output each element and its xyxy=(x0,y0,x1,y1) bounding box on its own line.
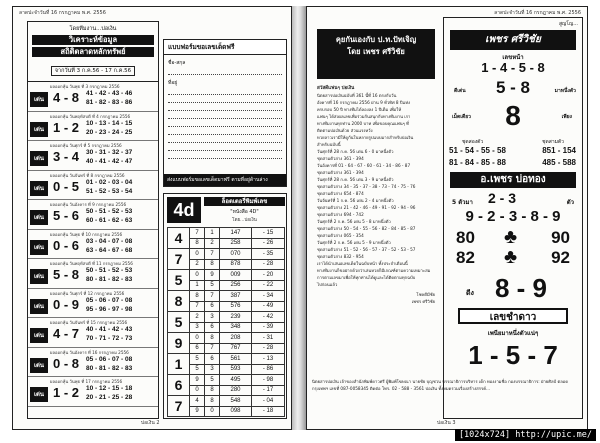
article-line: การตามเลขมาเพื่อให้ทุกท่านได้ดูและได้ติดตามทุกฉบับ xyxy=(317,275,416,280)
dee-note: มาหนึ่งตัว xyxy=(554,88,576,94)
two-line-b: 81 - 84 - 85 - 88 xyxy=(449,158,506,167)
article xyxy=(317,85,435,305)
club-icon: ♣ xyxy=(504,246,518,268)
fourd-key-digit: 5 xyxy=(168,312,190,333)
fourd-pair: - 39 xyxy=(252,322,285,333)
ten-note: ตัว xyxy=(566,199,574,206)
dee-line: 5 - 8 xyxy=(495,78,531,97)
right-running-head: ลาดปะจำวันที่ 16 กรกฎาคม พ.ศ. 2556 xyxy=(494,10,581,16)
coupon-name-label: ชื่อ-สกุล xyxy=(168,60,186,66)
draw-set-b: 60 - 61 - 62 - 63 xyxy=(86,217,133,224)
coupon-line xyxy=(168,118,282,119)
club-icon: ♣ xyxy=(504,226,518,248)
stats-subtitle: สถิติตลาดหลักทรัพย์ xyxy=(32,47,154,57)
draw-row xyxy=(28,289,158,319)
article-line: ชุดสามตัวล่าง 361 - 394 xyxy=(317,156,364,161)
coupon-title: แบบฟอร์มขอเลขเด็ดฟรี xyxy=(164,40,286,55)
draw-highlight: 5 - 8 xyxy=(52,267,79,282)
fourd-triple: 495 xyxy=(220,375,252,386)
fourd-triple: 098 xyxy=(220,406,252,417)
three-label: ชุดสามตัว xyxy=(542,139,564,145)
panel-small-brand: สูญโญ... xyxy=(558,21,578,27)
fourd-pair: - 49 xyxy=(252,301,285,312)
fourd-key-digit: 6 xyxy=(168,375,190,396)
fourd-key-digit: 9 xyxy=(168,333,190,354)
article-heading: สวัสดีแฟนๆ บ่อเงิน xyxy=(317,86,355,91)
draw-label: ผลออกหุ้น วันพุธ ที่ 3 กรกฎาคม 2556 xyxy=(50,84,120,89)
right-folio: บ่อเงิน 3 xyxy=(437,420,456,426)
draw-set-a: 03 - 04 - 07 - 08 xyxy=(86,237,133,245)
draw-label: ผลออกหุ้น วันพฤหัสบดี ที่ 4 กรกฎาคม 2556 xyxy=(50,113,131,119)
draw-set-b: 20 - 23 - 24 - 25 xyxy=(86,128,133,136)
fourd-digit: 2 xyxy=(190,312,205,323)
fourd-pair: - 17 xyxy=(252,385,285,396)
fourd-triple: 258 xyxy=(220,238,252,249)
fourd-pair: - 20 xyxy=(252,270,285,281)
draw-highlight: 1 - 2 xyxy=(52,385,79,400)
star-title: เลขชำดาว xyxy=(458,308,568,324)
article-line: ชุดสามตัวล่าง 361 - 394 xyxy=(317,170,364,175)
highlight-tag: เด่น xyxy=(30,358,48,373)
single-right-label: เพียง xyxy=(561,114,572,120)
fourd-triple: 878 xyxy=(220,259,252,270)
prediction-panel xyxy=(443,17,583,419)
fourd-key-digit: 8 xyxy=(168,291,190,312)
fourd-digit: 9 xyxy=(205,270,220,281)
fourd-digit: 7 xyxy=(205,343,220,354)
signature-line: โชคดีมีชัย xyxy=(416,292,435,297)
draw-row xyxy=(28,171,158,201)
draw-label: ผลออกหุ้น วันจันทร์ ที่ 8 กรกฎาคม 2556 xyxy=(50,172,125,178)
fourd-digit: 8 xyxy=(205,333,220,344)
article-line: ชุดสามตัวล่าง 694 - 742 xyxy=(317,212,364,217)
draw-set-a: 50 - 51 - 52 - 53 xyxy=(86,208,133,215)
highlight-tag: เด่น xyxy=(30,122,48,137)
fourd-triple: 387 xyxy=(220,291,252,302)
draw-set-a: 40 - 41 - 42 - 43 xyxy=(86,326,133,333)
left-running-head: ลาดปะจำวันที่ 16 กรกฎาคม พ.ศ. 2556 xyxy=(19,10,106,16)
fourd-pair: - 42 xyxy=(252,312,285,323)
fourd-digit: 8 xyxy=(205,385,220,396)
highlight-tag: เด่น xyxy=(30,151,48,166)
fourd-row xyxy=(168,249,285,260)
draw-row xyxy=(28,112,158,142)
article-line: ชุดสามตัวล่าง 50 - 54 - 55 - 56 - 82 - 84 - 85 - 87 xyxy=(317,226,416,231)
highlight-tag: เด่น xyxy=(30,328,48,343)
fourd-pair: - 86 xyxy=(252,364,285,375)
article-line: นิตยสารบ่อเงินฉบับที่ 361 นี้ที่ 16 ตรงกับวัน xyxy=(317,93,397,98)
article-line: ทางทีมงานก็ขอฝากด้วยว่าเล่นหวยก็มีเกณฑ์ตามความเหมาะสม xyxy=(317,268,431,273)
draw-set-a: 10 - 13 - 14 - 15 xyxy=(86,119,133,127)
fourd-pair: - 34 xyxy=(252,291,285,302)
upper-line: 1 - 4 - 5 - 8 xyxy=(481,60,545,75)
imprint-footer: นิตยสารบ่อเงิน เจ้าของสำนักพิมพ์ดาวศรี ผู้พิมพ์โฆษณา นายชัย บุญชวน บรรณาธิการบริหาร เด็ก ทองงามชื่อ กองบรรณาธิการ: ฝ่ายศิลป์ ตลอด กรุงเทพฯ เลขที่ 087-0058345 ติดต่อ โทร. 02 - 588 - 3561 บ่อเงิน ทั้งหมดรวมเรื่องสร้างสรรค์... xyxy=(312,379,569,391)
fourd-row xyxy=(168,333,285,344)
fourd-pair: - 26 xyxy=(252,238,285,249)
column-headline xyxy=(317,29,435,79)
draw-set-b: 51 - 52 - 53 - 54 xyxy=(86,187,133,195)
draw-label: ผลออกหุ้น วันพุธ ที่ 17 กรกฎาคม 2556 xyxy=(50,379,123,384)
fourd-digit: 8 xyxy=(190,291,205,302)
fourd-key-digit: 5 xyxy=(168,270,190,291)
article-line: วันศุกร์ที่ 2 ก.ค. 56 เด่น 5 - 9 มาหนึ่งตัว xyxy=(317,240,391,245)
coupon-line xyxy=(168,150,282,151)
fourd-digit: 3 xyxy=(205,312,220,323)
fourd-key-digit: 7 xyxy=(168,249,190,270)
article-line: แฟนๆ ได้ส่งผลเลขเพื่อร่วมกันสนุกกับทางทีมงาน เรา xyxy=(317,114,411,119)
headline-line: คุยกันเองกับ ป.ท.ปัทเจิญ xyxy=(335,35,417,44)
fourd-digit: 7 xyxy=(205,291,220,302)
draw-highlight: 5 - 6 xyxy=(52,208,79,223)
draw-row xyxy=(28,82,158,112)
draw-highlight: 3 - 4 xyxy=(52,149,79,164)
fourd-digit: 6 xyxy=(205,322,220,333)
draw-set-b: 80 - 81 - 82 - 83 xyxy=(86,276,133,283)
fourd-triple: 147 xyxy=(220,228,252,239)
left-page xyxy=(12,6,292,430)
draw-row xyxy=(28,230,158,260)
fourd-pair: - 13 xyxy=(252,354,285,365)
fourd-digit: 2 xyxy=(205,238,220,249)
article-line: ชุดสามตัวล่าง 832 - 954 xyxy=(317,254,364,259)
draw-set-b: 70 - 71 - 72 - 73 xyxy=(86,335,133,342)
article-line: ติดตามบ่อเงินด้วย ส่วนแรงหวัง xyxy=(317,128,373,133)
highlight-tag: เด่น xyxy=(30,240,48,255)
fourd-key-digit: 4 xyxy=(168,228,190,249)
fourd-triple: 348 xyxy=(220,322,252,333)
article-line: ชุดสามตัวล่าง 654 - 874 xyxy=(317,191,364,196)
fourd-digit: 6 xyxy=(190,343,205,354)
fourd-triple: 208 xyxy=(220,333,252,344)
draw-label: ผลออกหุ้น วันพุธ ที่ 10 กรกฎาคม 2556 xyxy=(50,231,123,237)
fourd-digit: 5 xyxy=(190,364,205,375)
signature xyxy=(317,291,435,305)
fourd-triple: 009 xyxy=(220,270,252,281)
three-line-b: 485 - 588 xyxy=(542,158,576,167)
right-page xyxy=(306,6,588,430)
fourd-digit: 8 xyxy=(190,238,205,249)
highlight-tag: เด่น xyxy=(30,210,48,225)
pair-number: 82 xyxy=(456,248,475,267)
single-left-label: เม็ดเดียว xyxy=(452,114,471,120)
draw-set-b: 63 - 64 - 67 - 68 xyxy=(86,246,133,254)
draw-label: ผลออกหุ้น วันพฤหัสบดี ที่ 11 กรกฎาคม 2556 xyxy=(50,261,133,266)
highlight-tag: เด่น xyxy=(30,387,48,402)
fourd-pair: - 04 xyxy=(252,396,285,407)
article-line: วันศุกร์ที่ 2 ก.ค. 56 เด่น 5 - 8 มาหนึ่งตัว xyxy=(317,219,391,224)
panel-brand: เพชร ศรีวิชัย xyxy=(450,30,576,50)
fourd-row xyxy=(168,396,285,407)
article-line: ชุดสามตัวล่าง 34 - 35 - 37 - 38 - 73 - 74 - 75 - 76 xyxy=(317,184,416,189)
fourd-digit: 5 xyxy=(190,354,205,365)
coupon-line xyxy=(168,134,282,135)
fourd-title: ล็อตเตอรี่พิมพ์เลข xyxy=(204,197,285,206)
draw-label: ผลออกหุ้น วันอังคาร ที่ 16 กรกฎาคม 2556 xyxy=(50,349,129,355)
article-line: ไปก่อนแล้ว xyxy=(317,282,338,287)
coupon-name-line xyxy=(168,74,282,75)
fourd-digit: 3 xyxy=(190,322,205,333)
draw-row xyxy=(28,200,158,230)
fourd-triple: 561 xyxy=(220,354,252,365)
two-label: ชุดสองตัว xyxy=(462,139,484,145)
fourd-digit: 5 xyxy=(205,280,220,291)
fourd-row xyxy=(168,354,285,365)
fourd-digit: 0 xyxy=(190,333,205,344)
draw-row xyxy=(28,377,158,407)
draw-label: ผลออกหุ้น วันอังคาร ที่ 9 กรกฎาคม 2556 xyxy=(50,202,127,207)
fourd-digit: 1 xyxy=(190,280,205,291)
draw-set-a: 05 - 06 - 07 - 08 xyxy=(86,355,133,363)
fourd-triple: 280 xyxy=(220,385,252,396)
fourd-triple: 548 xyxy=(220,396,252,407)
stock-stats-panel xyxy=(27,21,159,419)
draw-highlight: 4 - 7 xyxy=(52,326,79,341)
dee-label: ดีเด่น xyxy=(454,88,466,94)
headline-line: โดย เพชร ศรีวิชัย xyxy=(347,47,405,56)
fourd-digit: 0 xyxy=(190,270,205,281)
fourd-row xyxy=(168,291,285,302)
draw-set-a: 50 - 51 - 52 - 53 xyxy=(86,267,133,274)
book-gutter xyxy=(292,6,306,430)
fourd-digit: 8 xyxy=(205,396,220,407)
article-line: ชุดสามตัวล่าง 065 - 354 xyxy=(317,233,364,238)
draw-highlight: 0 - 8 xyxy=(52,355,79,371)
star-subtitle: เพนียมาหนึ่งตัวแน่ๆ xyxy=(487,330,539,337)
final-line: 8 - 9 xyxy=(494,273,548,303)
fourd-digit: 5 xyxy=(205,375,220,386)
fourd-pair: - 28 xyxy=(252,343,285,354)
draw-set-b: 81 - 82 - 83 - 86 xyxy=(86,99,133,106)
fourd-triple: 256 xyxy=(220,280,252,291)
article-line: วันศุกร์ที่ 28 ก.ค. 56 เด่น 3 - 9 มาหนึ่งตัว xyxy=(317,177,394,182)
fourd-digit: 0 xyxy=(205,406,220,417)
draw-highlight: 4 - 8 xyxy=(52,90,79,105)
draw-highlight: 1 - 2 xyxy=(52,119,79,135)
draw-set-a: 10 - 12 - 15 - 18 xyxy=(86,385,133,392)
draw-label: ผลออกหุ้น วันจันทร์ ที่ 15 กรกฎาคม 2556 xyxy=(50,320,128,325)
draw-set-a: 01 - 02 - 03 - 04 xyxy=(86,178,133,186)
coupon-line xyxy=(168,126,282,127)
final-label: ดีง xyxy=(466,289,474,297)
draw-row xyxy=(28,348,158,378)
watermark: [1024x724] http://upic.me/ xyxy=(455,429,596,441)
article-line: ชุดสามตัวล่าง 51 - 52 - 56 - 57 - 37 - 52 - 53 - 57 xyxy=(317,247,416,252)
coupon-line xyxy=(168,158,282,159)
fourd-row xyxy=(168,375,285,386)
highlight-tag: เด่น xyxy=(30,299,48,314)
fourd-row xyxy=(168,312,285,323)
coupon-line xyxy=(168,142,282,143)
fourd-panel xyxy=(163,193,287,419)
highlight-tag: เด่น xyxy=(30,181,48,196)
fourd-triple: 239 xyxy=(220,312,252,323)
article-line: ทางทีมงานทุกท่าน 2000 บาท เพื่อขอบคุณแฟนๆ ที่ xyxy=(317,121,409,126)
fourd-triple: 593 xyxy=(220,364,252,375)
article-line: หวยลาวเรามีให้ดูกันในหลายรูปแบบมากสำหรับบ่อเงิน xyxy=(317,135,414,140)
star-line: 1 - 5 - 7 xyxy=(468,340,558,370)
fourd-logo: 4d xyxy=(167,197,201,223)
fourd-digit: 0 xyxy=(190,385,205,396)
signature-line: เพชร ศรีวิชัย xyxy=(411,299,435,304)
article-line: อังคารที่ 16 กรกฎาคม 2556 ผ่าน 9 ทั่วทิศ 8 ปีแห่ง xyxy=(317,100,411,105)
fourd-digit: 7 xyxy=(190,301,205,312)
stats-kicker: โดยทีมงาน...บ่อเงิน xyxy=(69,26,117,32)
fourd-pair: - 98 xyxy=(252,375,285,386)
second-brand: อ.เพชร บ่อทอง xyxy=(450,172,576,188)
pair-number: 92 xyxy=(551,248,570,267)
draw-set-b: 95 - 96 - 97 - 98 xyxy=(86,305,133,313)
fourd-digit: 9 xyxy=(190,375,205,386)
article-line: สำหรับฉบับนี้ xyxy=(317,142,341,147)
article-line: ครบรอบ 50 ปี ทางทีมได้ลองลง 1 ปีเต็ม เพื่อให้ xyxy=(317,107,402,112)
draw-set-b: 20 - 21 - 25 - 28 xyxy=(86,394,133,401)
ten-label: 5 ตัวมา xyxy=(452,199,473,206)
highlight-tag: เด่น xyxy=(30,269,48,284)
fourd-pair: - 35 xyxy=(252,249,285,260)
stats-range: จากวันที่ 3 ก.ค.56 - 17 ก.ค.56 xyxy=(51,66,135,76)
fourd-pair: - 28 xyxy=(252,259,285,270)
free-number-coupon xyxy=(163,39,287,187)
highlight-tag: เด่น xyxy=(30,92,48,107)
three-line-a: 851 - 154 xyxy=(542,146,576,155)
fourd-digit: 4 xyxy=(190,396,205,407)
article-line: เราได้นำเสนอเลขเด็ดในฉบับหน้า ทั้งประจำเดือนนี้ xyxy=(317,261,408,266)
pair-number: 90 xyxy=(551,228,570,247)
draw-set-a: 30 - 31 - 32 - 37 xyxy=(86,149,133,156)
single-value: 8 xyxy=(505,100,521,131)
fourd-pair: - 31 xyxy=(252,333,285,344)
fourd-pair: - 22 xyxy=(252,280,285,291)
fourd-row xyxy=(168,270,285,281)
fourd-digit: 8 xyxy=(205,259,220,270)
coupon-line xyxy=(168,110,282,111)
fourd-key-digit: 7 xyxy=(168,396,190,417)
fourd-key-digit: 1 xyxy=(168,354,190,375)
draw-row xyxy=(28,259,158,289)
fourd-digit: 6 xyxy=(205,301,220,312)
fourd-digit: 2 xyxy=(190,259,205,270)
stats-header xyxy=(28,22,158,82)
draw-set-b: 40 - 41 - 42 - 47 xyxy=(86,158,133,165)
stats-title: วิเคราะห์ข้อมูล xyxy=(32,35,154,45)
fourd-digit: 0 xyxy=(190,249,205,260)
fourd-digit: 9 xyxy=(190,406,205,417)
draw-set-b: 80 - 81 - 82 - 83 xyxy=(86,364,133,372)
draw-row xyxy=(28,141,158,171)
upper-label: เลขหน้า xyxy=(502,55,524,61)
draw-highlight: 0 - 6 xyxy=(52,237,79,253)
draw-list xyxy=(28,82,158,407)
fourd-author: โดย...บ่อเงิน xyxy=(232,218,257,223)
fourd-subtitle: "หนังสือ 4D" xyxy=(230,209,259,215)
chain-line: 9 - 2 - 3 - 8 - 9 xyxy=(465,208,561,225)
fourd-table xyxy=(167,227,285,417)
two-line: 51 - 54 - 55 - 58 xyxy=(449,146,506,155)
coupon-address-line xyxy=(168,94,282,95)
fourd-pair: - 15 xyxy=(252,228,285,239)
fourd-row xyxy=(168,228,285,239)
draw-row xyxy=(28,318,158,348)
coupon-address-label: ที่อยู่ xyxy=(168,80,178,86)
fourd-triple: 070 xyxy=(220,249,252,260)
draw-label: ผลออกหุ้น วันศุกร์ ที่ 5 กรกฎาคม 2556 xyxy=(50,143,122,148)
fourd-digit: 7 xyxy=(205,249,220,260)
article-line: ชุดสามตัวล่าง 21 - 42 - 46 - 49 - 91 - 92 - 94 - 96 xyxy=(317,205,416,210)
fourd-digit: 3 xyxy=(205,364,220,375)
coupon-line xyxy=(168,102,282,103)
pair-number: 80 xyxy=(456,228,475,247)
fourd-digit: 6 xyxy=(205,354,220,365)
fourd-pair: - 18 xyxy=(252,406,285,417)
fourd-triple: 767 xyxy=(220,343,252,354)
draw-label: ผลออกหุ้น วันศุกร์ ที่ 12 กรกฎาคม 2556 xyxy=(50,290,125,296)
article-body xyxy=(317,92,435,288)
article-line: วันศุกร์ที่ 28 ก.ค. 56 เด่น 6 - 0 มาหนึ่งตัว xyxy=(317,149,394,154)
left-folio: บ่อเงิน 2 xyxy=(141,420,160,426)
draw-highlight: 0 - 9 xyxy=(52,296,79,312)
draw-set-a: 41 - 42 - 43 - 46 xyxy=(86,90,133,97)
coupon-footer: ส่งแบบฟอร์มขอเลขเด็ดมาฟรี ตามที่อยู่ด้านล่าง xyxy=(164,174,286,186)
ten-line: 2 - 3 xyxy=(488,190,517,206)
article-line: วันจันทร์ที่ 1 ก.ค. 56 เด่น 2 - 4 มาหนึ่งตัว xyxy=(317,198,394,203)
fourd-digit: 1 xyxy=(205,228,220,239)
fourd-digit: 7 xyxy=(190,228,205,239)
draw-set-a: 05 - 06 - 07 - 08 xyxy=(86,296,133,304)
draw-highlight: 0 - 5 xyxy=(52,178,79,194)
article-line: วันอังคารที่ 01 - 64 - 67 - 60 - 61 - 34 - 86 - 87 xyxy=(317,163,411,168)
fourd-triple: 576 xyxy=(220,301,252,312)
